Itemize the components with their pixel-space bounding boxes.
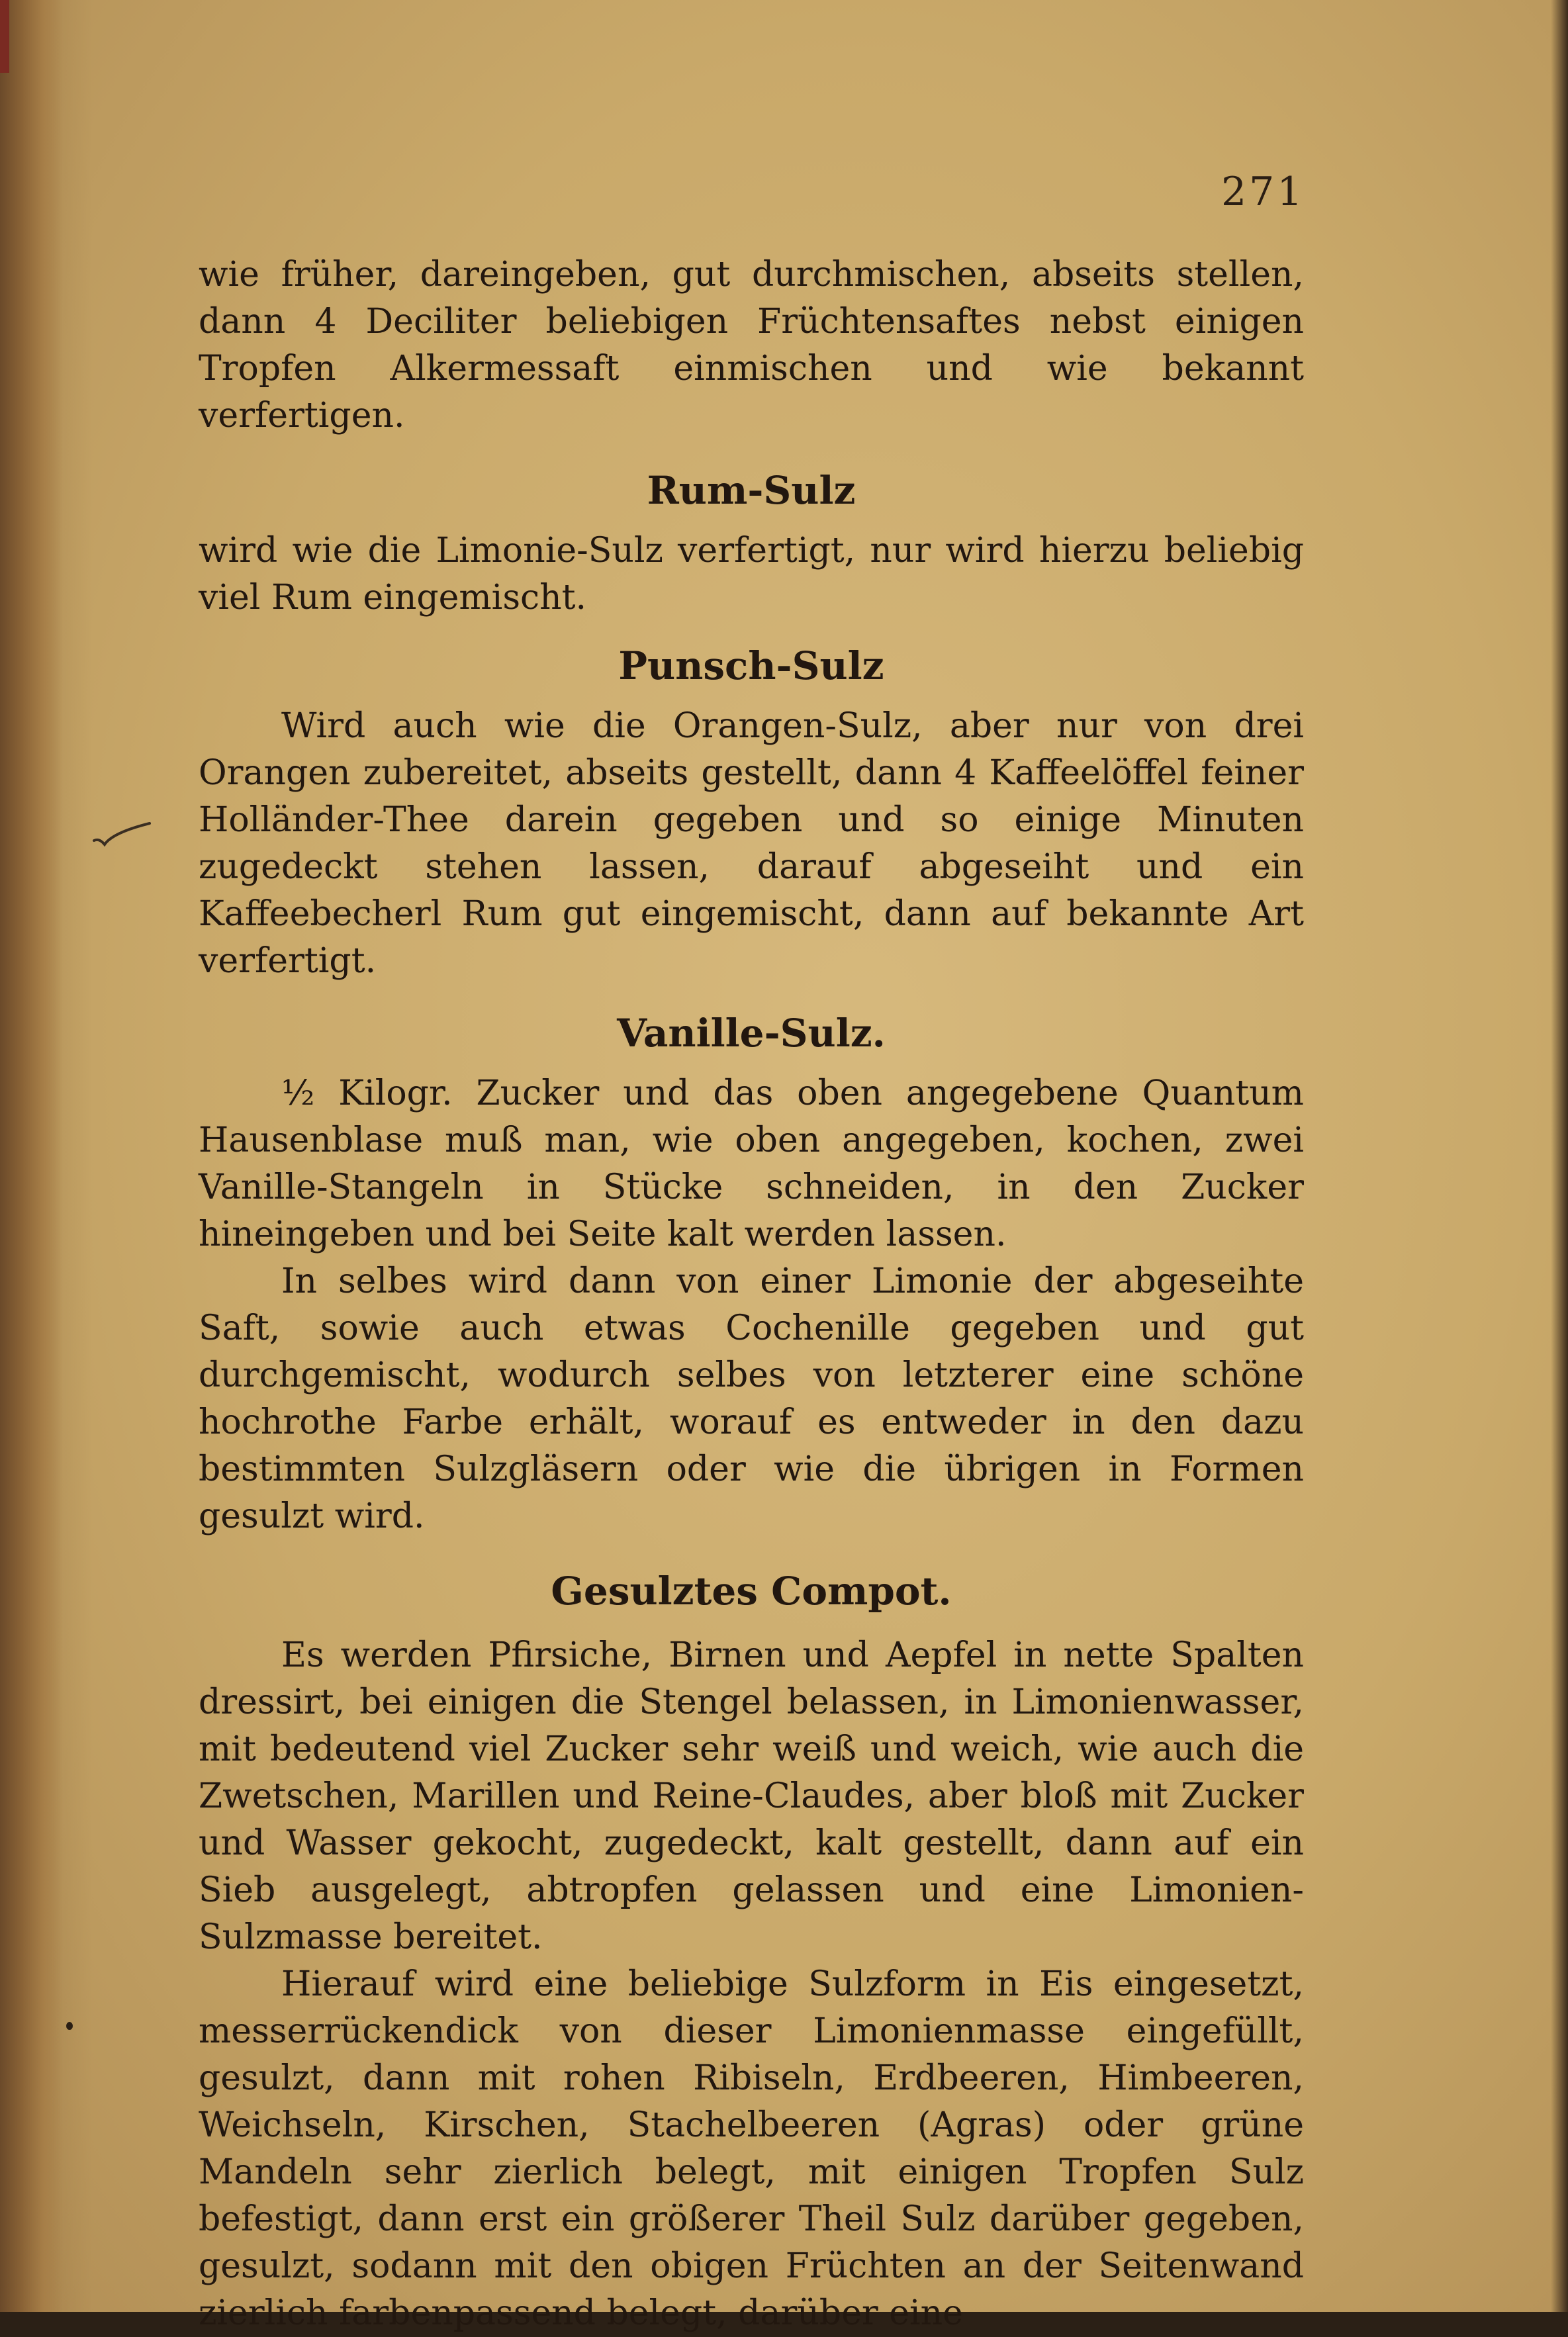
paragraph: wie früher, dareingeben, gut durchmischen, abseits stellen, dann 4 Deciliter beliebigen Früchtensaftes nebst einigen Tropfen Alkermessaft einmischen und wie bekannt verfertigen. xyxy=(199,255,1304,435)
page-edge xyxy=(1551,0,1568,2312)
spine-binding-strip xyxy=(0,0,9,73)
book-spine xyxy=(0,0,63,2312)
paragraph: wird wie die Limonie-Sulz verfertigt, nur wird hierzu beliebig viel Rum eingemischt. xyxy=(199,531,1304,618)
ink-spot xyxy=(66,2022,73,2030)
recipe-heading: Rum-Sulz xyxy=(647,468,856,513)
page-number: 271 xyxy=(1221,169,1305,215)
pencil-checkmark-icon xyxy=(93,821,152,847)
paragraph: Wird auch wie die Orangen-Sulz, aber nur von drei Orangen zubereitet, abseits gestellt, dann 4 Kaffeelöffel feiner Holländer-Thee darein gegeben und so einige Minuten zugedeckt stehen lassen, darauf abgeseiht und ein Kaffeebecherl Rum gut eingemischt, dann auf bekannte Art verfertigt. xyxy=(199,706,1304,981)
paragraph: ½ Kilogr. Zucker und das oben angegebene Quantum Hausenblase muß man, wie oben angegeben, kochen, zwei Vanille-Stangeln in Stücke schneiden, in den Zucker hineingeben und bei Seite kalt werden lassen. xyxy=(199,1074,1304,1254)
paragraph: Hierauf wird eine beliebige Sulzform in Eis eingesetzt, messerrückendick von dieser Limonienmasse eingefüllt, gesulzt, dann mit rohen Ribiseln, Erdbeeren, Himbeeren, Weichseln, Kirschen, Stachelbeeren (Agras) oder grüne Mandeln sehr zierlich belegt, mit einigen Tropfen Sulz befestigt, dann erst ein größerer Theil Sulz darüber gegeben, gesulzt, sodann mit den obigen Früchten an der Seitenwand zierlich farbenpassend belegt, darüber eine xyxy=(199,1964,1304,2333)
recipe-heading: Vanille-Sulz. xyxy=(617,1011,886,1056)
recipe-heading: Gesulztes Compot. xyxy=(551,1569,952,1614)
paragraph: In selbes wird dann von einer Limonie der abgeseihte Saft, sowie auch etwas Cochenille gegeben und gut durchgemischt, wodurch selbes von letzterer eine schöne hochrothe Farbe erhält, worauf es entweder in den dazu bestimmten Sulzgläsern oder wie die übrigen in Formen gesulzt wird. xyxy=(199,1261,1304,1536)
paragraph: Es werden Pfirsiche, Birnen und Aepfel in nette Spalten dressirt, bei einigen die Stengel belassen, in Limonienwasser, mit bedeutend viel Zucker sehr weiß und weich, wie auch die Zwetschen, Marillen und Reine-Claudes, aber bloß mit Zucker und Wasser gekocht, zugedeckt, kalt gestellt, dann auf ein Sieb ausgelegt, abtropfen gelassen und eine Limonien-Sulzmasse bereitet. xyxy=(199,1635,1304,1957)
recipe-text-body xyxy=(199,252,1304,2337)
recipe-heading: Punsch-Sulz xyxy=(618,643,884,688)
